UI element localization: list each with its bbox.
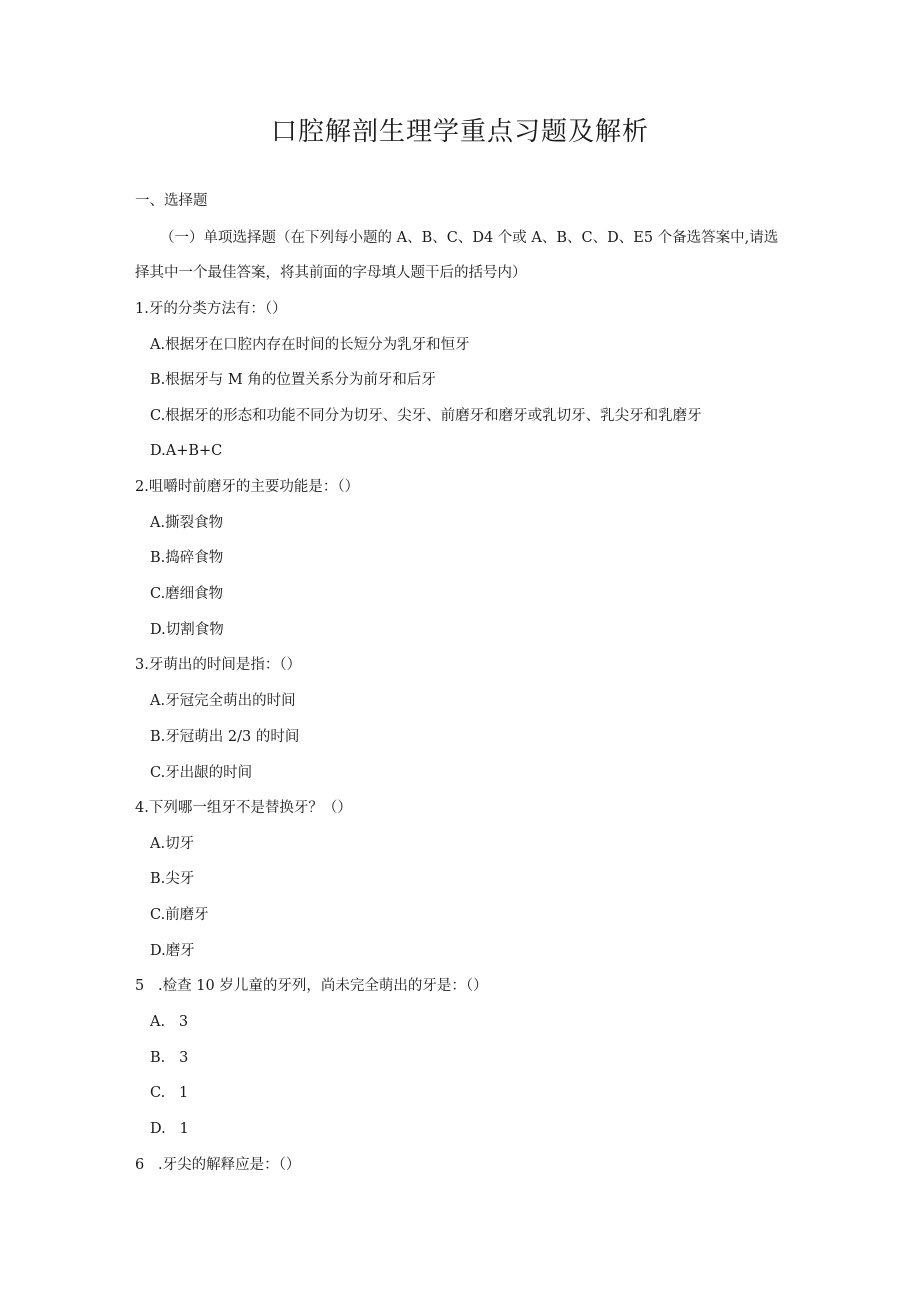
document-title: 口腔解剖生理学重点习题及解析 <box>270 117 649 147</box>
answer-option: D. 1 <box>150 1121 189 1137</box>
question-stem: 6 .牙尖的解释应是：（） <box>135 1157 301 1173</box>
answer-option: A. 3 <box>150 1014 189 1030</box>
question-stem: 1.牙的分类方法有：（） <box>135 301 287 317</box>
answer-option: B.牙冠萌出 2/3 的时间 <box>150 729 300 745</box>
answer-option: C. 1 <box>150 1085 189 1101</box>
answer-option: C.前磨牙 <box>150 907 209 923</box>
answer-option: C.根据牙的形态和功能不同分为切牙、尖牙、前磨牙和磨牙或乳切牙、乳尖牙和乳磨牙 <box>150 408 702 424</box>
answer-option: D.切割食物 <box>150 622 224 638</box>
section-heading: 一、选择题 <box>135 193 208 209</box>
answer-option: A.根据牙在口腔内存在时间的长短分为乳牙和恒牙 <box>150 337 470 353</box>
answer-option: C.磨细食物 <box>150 586 224 602</box>
answer-option: B.尖牙 <box>150 871 195 887</box>
instruction-text-continued: 择其中一个最佳答案，将其前面的字母填人题干后的括号内） <box>135 265 527 281</box>
answer-option: B.根据牙与 M 角的位置关系分为前牙和后牙 <box>150 372 436 388</box>
answer-option: D.A+B+C <box>150 443 223 459</box>
question-stem: 2.咀嚼时前磨牙的主要功能是：（） <box>135 479 360 495</box>
question-stem: 3.牙萌出的时间是指：（） <box>135 657 302 673</box>
answer-option: A.切牙 <box>150 836 195 852</box>
answer-option: A.撕裂食物 <box>150 515 224 531</box>
answer-option: A.牙冠完全萌出的时间 <box>150 693 296 709</box>
answer-option: B. 3 <box>150 1050 189 1066</box>
question-stem: 4.下列哪一组牙不是替换牙？（） <box>135 800 352 816</box>
question-stem: 5 .检查 10 岁儿童的牙列，尚未完全萌出的牙是：（） <box>135 978 488 994</box>
answer-option: C.牙出龈的时间 <box>150 765 253 781</box>
answer-option: B.捣碎食物 <box>150 550 224 566</box>
instruction-text: （一）单项选择题（在下列每小题的 A、B、C、D4 个或 A、B、C、D、E5 个备选答案中,请选 <box>160 230 779 246</box>
answer-option: D.磨牙 <box>150 943 195 959</box>
